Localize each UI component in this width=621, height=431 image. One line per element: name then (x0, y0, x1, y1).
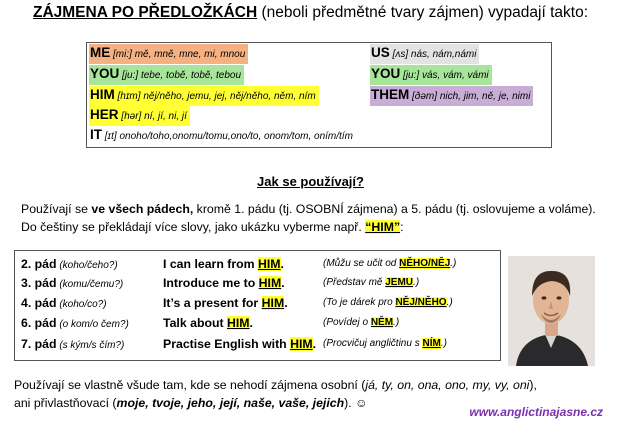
czech-highlight: NÍM (422, 338, 441, 349)
case-row (15, 276, 500, 294)
english-sentence: Practise English with HIM. (163, 337, 317, 351)
czech-translation: (Můžu se učit od NĚHO/NĚJ.) (323, 258, 457, 269)
pronoun-word: HER (90, 107, 119, 122)
pronoun-forms: onoho/toho,onomu/tomu,ono/to, onom/tom, oním/tím (119, 131, 353, 142)
him-example: “HIM” (365, 220, 401, 234)
pronoun-it (89, 126, 356, 146)
pronoun-word: IT (90, 127, 102, 142)
pronoun-word: HIM (90, 87, 115, 102)
him-highlight: HIM (290, 337, 313, 351)
pronoun-forms: něj/něho, jemu, jej, něj/něho, něm, ním (143, 91, 316, 102)
pronoun-word: THEM (371, 87, 410, 102)
him-highlight: HIM (258, 276, 282, 290)
pronoun-ipa: [ju:] (119, 70, 141, 81)
english-sentence: I can learn from HIM. (163, 257, 284, 271)
pronoun-them (370, 86, 533, 106)
czech-translation: (To je dárek pro NĚJ/NĚHO.) (323, 297, 453, 308)
portrait-image (508, 256, 595, 366)
pronoun-ipa: [ðəm] (409, 91, 440, 102)
pronoun-forms: mě, mně, mne, mi, mnou (134, 49, 246, 60)
case-label: 3. pád (komu/čemu?) (21, 276, 124, 290)
pronoun-ipa: [mi:] (110, 49, 135, 60)
pronoun-ipa: [ju:] (400, 70, 422, 81)
title-rest: (neboli předmětné tvary zájmen) vypadají takto: (261, 4, 589, 21)
case-row (15, 337, 500, 355)
czech-highlight: NĚJ/NĚHO (395, 297, 447, 308)
case-label: 4. pád (koho/co?) (21, 296, 107, 310)
pronoun-you-singular (89, 65, 244, 85)
czech-translation: (Procvičuj angličtinu s NÍM.) (323, 338, 447, 349)
pronoun-forms: ní, jí, ni, jí (144, 111, 187, 122)
pronoun-her (89, 106, 190, 126)
pronoun-ipa: [ʌs] (389, 49, 411, 60)
english-sentence: Introduce me to HIM. (163, 276, 285, 290)
pronoun-forms: tebe, tobě, tobě, tebou (140, 70, 242, 81)
pronoun-ipa: [ɪt] (102, 131, 120, 142)
pronoun-table (86, 42, 552, 148)
czech-translation: (Povídej o NĚM.) (323, 317, 400, 328)
pronoun-us (370, 44, 479, 64)
title-main: ZÁJMENA PO PŘEDLOŽKÁCH (32, 4, 258, 21)
footer-paragraph: Používají se vlastně všude tam, kde se nehodí zájmena osobní (já, ty, on, ona, ono, my, vy, oni), ani přivlastňovací (moje, tvoje, jeho, její, naše, vaše, jejich). ☺ (14, 378, 537, 410)
section-heading: Jak se používají? (257, 174, 364, 189)
cases-table (14, 250, 501, 361)
pronoun-you-plural (370, 65, 492, 85)
english-sentence: Talk about HIM. (163, 316, 253, 330)
pronoun-ipa: [hɪm] (114, 91, 144, 102)
english-sentence: It’s a present for HIM. (163, 296, 288, 310)
pronoun-me (89, 44, 248, 64)
pronoun-word: YOU (371, 66, 401, 81)
intro-paragraph: Používají se ve všech pádech, kromě 1. pádu (tj. OSOBNÍ zájmena) a 5. pádu (tj. oslovujeme a voláme). Do češtiny se překládají více slovy, jako ukázku vyberme např. “HIM”: (21, 202, 596, 234)
pronoun-word: YOU (90, 66, 120, 81)
czech-highlight: NĚHO/NĚJ (399, 258, 451, 269)
pronoun-him (89, 86, 319, 106)
pronoun-word: US (371, 45, 390, 60)
pronoun-word: ME (90, 45, 111, 60)
case-label: 6. pád (o kom/o čem?) (21, 316, 129, 330)
him-highlight: HIM (261, 296, 285, 310)
him-highlight: HIM (258, 257, 281, 271)
portrait-photo (508, 256, 595, 366)
pronoun-forms: nás, nám,námi (410, 49, 477, 60)
case-row (15, 316, 500, 334)
pronoun-forms: nich, jim, ně, je, nimi (439, 91, 531, 102)
page-title (0, 4, 621, 22)
case-label: 7. pád (s kým/s čím?) (21, 337, 125, 351)
case-row (15, 257, 500, 275)
czech-translation: (Představ mě JEMU.) (323, 277, 420, 288)
czech-highlight: JEMU (385, 277, 414, 288)
him-highlight: HIM (227, 316, 250, 330)
pronoun-ipa: [hər] (118, 111, 145, 122)
czech-highlight: NĚM (370, 317, 394, 328)
website-link[interactable]: www.anglictinajasne.cz (469, 405, 603, 419)
case-label: 2. pád (koho/čeho?) (21, 257, 118, 271)
case-row (15, 296, 500, 314)
pronoun-forms: vás, vám, vámi (421, 70, 489, 81)
